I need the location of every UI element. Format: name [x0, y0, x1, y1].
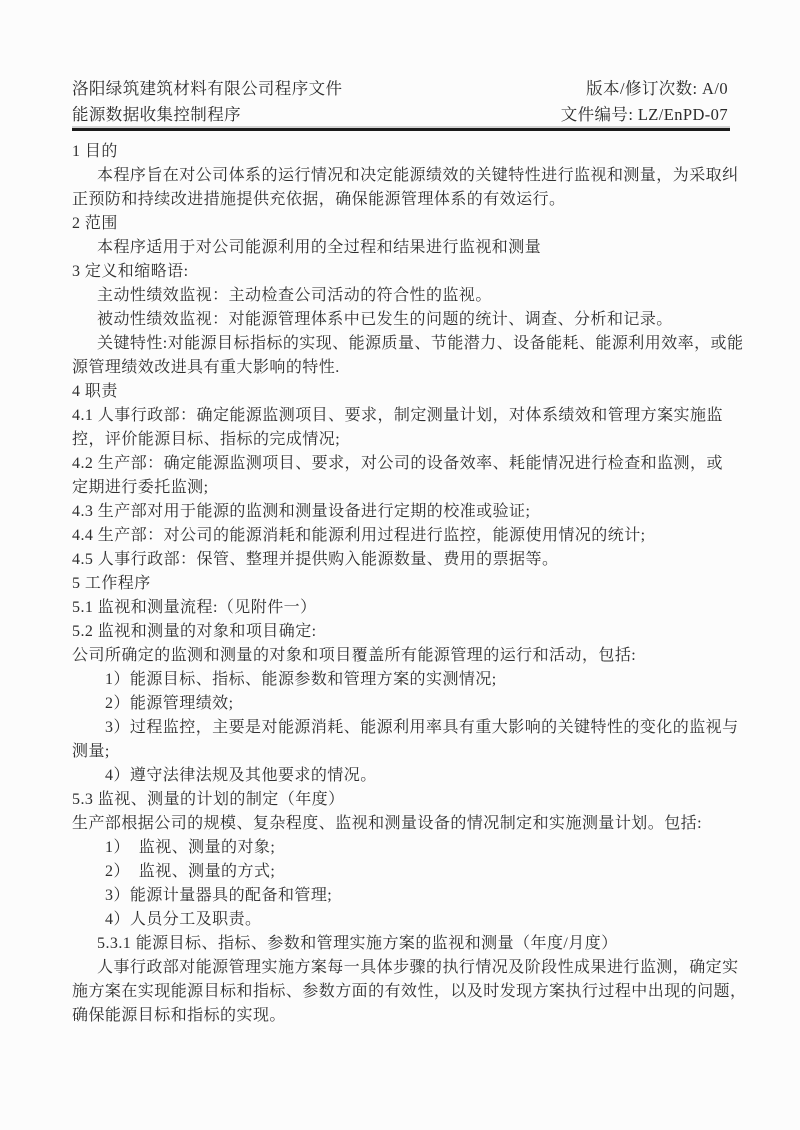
text-line: 4.2 生产部：确定能源监测项目、要求，对公司的设备效率、耗能情况进行检查和监测，或 — [72, 455, 723, 472]
document-header — [72, 76, 728, 128]
text-line: 5 工作程序 — [72, 575, 151, 592]
text-line: 控，评价能源目标、指标的完成情况; — [72, 431, 341, 448]
text-line: 被动性绩效监视：对能源管理体系中已发生的问题的统计、调查、分析和记录。 — [97, 311, 673, 328]
text-line: 4.4 生产部：对公司的能源消耗和能源利用过程进行监控，能源使用情况的统计; — [72, 527, 646, 544]
text-line: 确保能源目标和指标的实现。 — [72, 1007, 286, 1024]
header-divider — [72, 128, 730, 131]
company-title: 洛阳绿筑建筑材料有限公司程序文件 — [72, 79, 343, 98]
header-row-1 — [72, 76, 728, 102]
text-line: 5.1 监视和测量流程:（见附件一） — [72, 599, 317, 616]
text-line: 4 职责 — [72, 383, 118, 400]
header-row-2 — [72, 102, 728, 128]
text-line: 生产部根据公司的规模、复杂程度、监视和测量设备的情况制定和实施测量计划。包括: — [72, 815, 702, 832]
text-line: 5.3 监视、测量的计划的制定（年度） — [72, 791, 345, 808]
text-line: 2 范围 — [72, 215, 118, 232]
text-line: 1 目的 — [72, 143, 118, 160]
text-line: 关键特性:对能源目标指标的实现、能源质量、节能潜力、设备能耗、能源利用效率，或能 — [97, 335, 744, 352]
text-line: 4）人员分工及职责。 — [105, 911, 262, 928]
text-line: 5.2 监视和测量的对象和项目确定: — [72, 623, 317, 640]
text-line: 公司所确定的监测和测量的对象和项目覆盖所有能源管理的运行和活动，包括: — [72, 647, 637, 664]
text-line: 定期进行委托监测; — [72, 479, 209, 496]
text-line: 4.1 人事行政部：确定能源监测项目、要求，制定测量计划，对体系绩效和管理方案实施监 — [72, 407, 723, 424]
text-line: 3）能源计量器具的配备和管理; — [105, 887, 333, 904]
text-line: 正预防和持续改进措施提供充依据，确保能源管理体系的有效运行。 — [72, 191, 566, 208]
version-label: 版本/修订次数: A/0 — [586, 79, 728, 98]
doc-number-label: 文件编号: LZ/EnPD-07 — [560, 105, 728, 124]
text-line: 3 定义和缩略语: — [72, 263, 189, 280]
document-body-lines — [72, 140, 747, 1028]
text-line: 1） 监视、测量的对象; — [105, 839, 276, 856]
text-line: 源管理绩效改进具有重大影响的特性. — [72, 359, 340, 376]
text-line: 2）能源管理绩效; — [105, 695, 234, 712]
document-title: 能源数据收集控制程序 — [72, 105, 241, 124]
text-line: 1）能源目标、指标、能源参数和管理方案的实测情况; — [105, 671, 497, 688]
text-line: 本程序适用于对公司能源利用的全过程和结果进行监视和测量 — [97, 239, 542, 256]
text-line: 主动性绩效监视：主动检查公司活动的符合性的监视。 — [97, 287, 492, 304]
text-line: 5.3.1 能源目标、指标、参数和管理实施方案的监视和测量（年度/月度） — [97, 935, 618, 952]
text-line: 4.5 人事行政部：保管、整理并提供购入能源数量、费用的票据等。 — [72, 551, 559, 568]
text-line: 人事行政部对能源管理实施方案每一具体步骤的执行情况及阶段性成果进行监测，确定实 — [97, 959, 739, 976]
text-line: 4）遵守法律法规及其他要求的情况。 — [105, 767, 377, 784]
text-line: 3）过程监控，主要是对能源消耗、能源利用率具有重大影响的关键特性的变化的监视与 — [105, 719, 739, 736]
text-line: 测量; — [72, 743, 110, 760]
text-line: 2） 监视、测量的方式; — [105, 863, 276, 880]
text-line: 本程序旨在对公司体系的运行情况和决定能源绩效的关键特性进行监视和测量，为采取纠 — [97, 167, 739, 184]
text-line: 施方案在实现能源目标和指标、参数方面的有效性，以及时发现方案执行过程中出现的问题， — [72, 983, 747, 1000]
text-line: 4.3 生产部对用于能源的监测和测量设备进行定期的校准或验证; — [72, 503, 531, 520]
